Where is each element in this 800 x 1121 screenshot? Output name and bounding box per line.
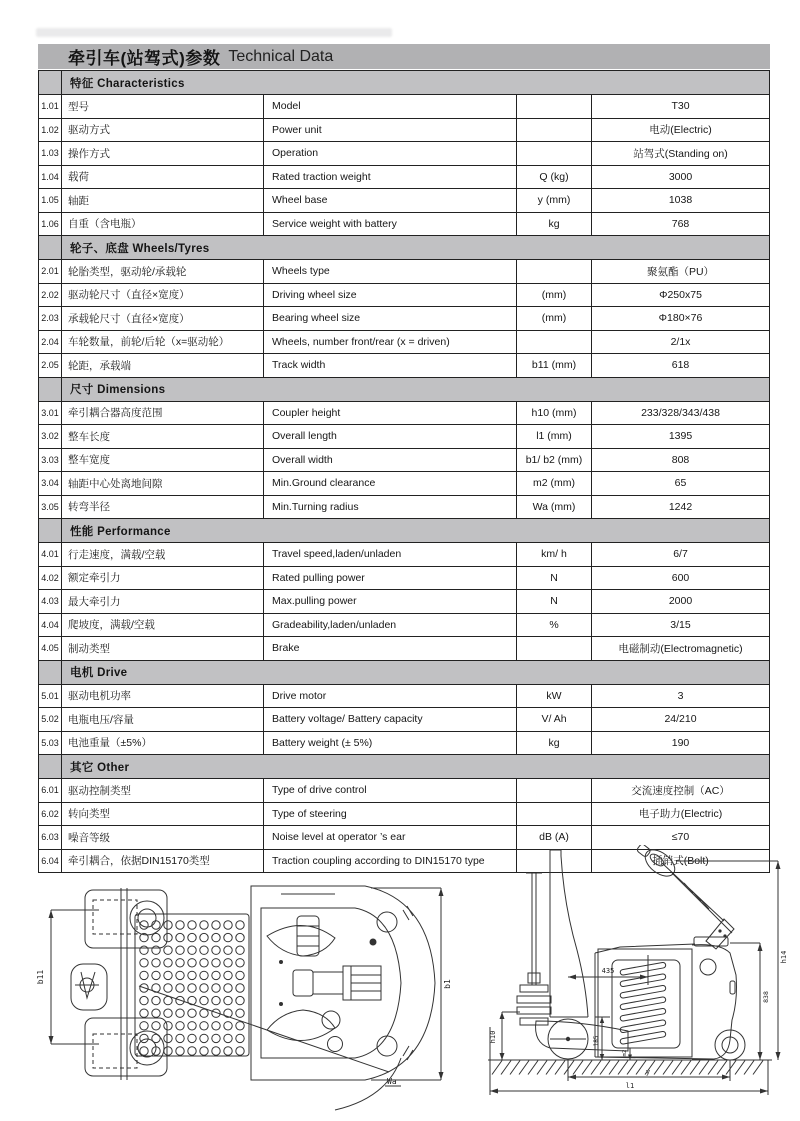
table-row [39,685,769,709]
label-cn: 轮胎类型，驱动轮/承载轮 [62,260,264,283]
table-row [39,472,769,496]
value-cell: 1038 [668,194,693,207]
value-cell: 聚氨酯（PU） [646,265,715,278]
section-header-label: 特征 Characteristics [70,77,185,90]
value-cell: 电动(Electric) [649,124,712,137]
table-row [39,590,769,614]
label-en: Rated pulling power [264,567,517,590]
section-header-num-cell [39,378,62,401]
section-header-label: 尺寸 Dimensions [70,384,166,396]
section-header-label: 轮子、底盘 Wheels/Tyres [70,242,210,255]
unit-cell [517,260,592,283]
value-cell: 1242 [668,500,693,513]
label-en: Drive motor [264,685,517,708]
value-cell: 电子助力(Electric) [638,808,723,821]
unit-cell: (mm) [517,307,592,330]
label-cn: 驱动电机功率 [62,685,264,708]
row-number: 5.01 [39,685,62,708]
label-en: Bearing wheel size [264,307,517,330]
label-en: Battery voltage/ Battery capacity [264,708,517,731]
label-en: Driving wheel size [264,284,517,307]
unit-cell: N [517,567,592,590]
unit-cell [517,119,592,142]
unit-cell: N [517,590,592,613]
label-en: Wheels type [264,260,517,283]
table-row [39,213,769,237]
label-cn: 最大牵引力 [62,590,264,613]
section-header-num-cell [39,236,62,259]
table-row [39,331,769,355]
section-header-label: 电机 Drive [70,667,128,679]
label-cn: 轮距，承载端 [62,354,264,377]
table-row [39,142,769,166]
row-number: 3.02 [39,425,62,448]
page-title-cn: 牵引车(站驾式)参数 [68,49,221,68]
label-cn: 牵引耦合，依据DIN15170类型 [62,850,264,873]
unit-cell: y (mm) [517,189,592,212]
row-number: 2.03 [39,307,62,330]
value-cell: 1395 [668,430,693,443]
label-cn: 驱动方式 [62,119,264,142]
unit-cell: h10 (mm) [517,402,592,425]
label-cn: 轴距中心处离地间隙 [62,472,264,495]
value-cell: 3/15 [670,618,691,631]
row-number: 4.05 [39,637,62,660]
table-row [39,95,769,119]
dim-label-h10: h10 [489,1030,497,1044]
label-cn: 自重（含电瓶） [62,213,264,236]
value-cell: T30 [671,100,690,113]
unit-cell [517,331,592,354]
row-number: 1.05 [39,189,62,212]
row-number: 3.05 [39,496,62,519]
scan-artifact [36,28,392,37]
dim-label-185: 185 [593,1035,600,1047]
dim-label-838: 838 [762,991,770,1003]
table-row [39,354,769,378]
label-en: Travel speed,laden/unladen [264,543,517,566]
section-header [39,661,769,685]
unit-cell [517,142,592,165]
unit-cell: Wa (mm) [517,496,592,519]
value-cell: ≤70 [671,831,690,844]
dim-label-b11: b11 [36,969,45,985]
table-row [39,543,769,567]
label-en: Battery weight (± 5%) [264,732,517,755]
table-row [39,803,769,827]
value-cell: 插销式(Bolt) [652,855,709,868]
top-view-drawing [35,858,455,1116]
table-row [39,708,769,732]
row-number: 3.03 [39,449,62,472]
unit-cell: kW [517,685,592,708]
value-cell: 6/7 [673,548,688,561]
section-header-num-cell [39,71,62,94]
label-cn: 整车宽度 [62,449,264,472]
label-en: Coupler height [264,402,517,425]
value-cell: 65 [674,477,687,490]
unit-cell: m2 (mm) [517,472,592,495]
value-cell: 618 [671,359,690,372]
label-cn: 承载轮尺寸（直径×宽度） [62,307,264,330]
label-en: Type of steering [264,803,517,826]
dim-label-b1: b1 [443,979,452,989]
unit-cell: dB (A) [517,826,592,849]
label-cn: 操作方式 [62,142,264,165]
value-cell: 电磁制动(Electromagnetic) [618,642,743,655]
section-header [39,519,769,543]
label-en: Operation [264,142,517,165]
unit-cell: l1 (mm) [517,425,592,448]
unit-cell: (mm) [517,284,592,307]
spec-table [38,70,770,873]
label-en: Gradeability,laden/unladen [264,614,517,637]
unit-cell [517,779,592,802]
section-header-num-cell [39,661,62,684]
unit-cell: b11 (mm) [517,354,592,377]
label-en: Noise level at operator ’s ear [264,826,517,849]
value-cell: 2000 [668,595,693,608]
value-cell: 808 [671,453,690,466]
dim-label-y: y [645,1068,651,1076]
label-cn: 牵引耦合器高度范围 [62,402,264,425]
table-row [39,119,769,143]
table-row [39,567,769,591]
value-cell: 站驾式(Standing on) [633,147,728,160]
section-header [39,236,769,260]
table-row [39,425,769,449]
row-number: 4.03 [39,590,62,613]
value-cell: 768 [671,217,690,230]
label-cn: 转弯半径 [62,496,264,519]
dim-label-wa: Wa [387,1077,397,1086]
table-row [39,307,769,331]
unit-cell [517,95,592,118]
table-row [39,284,769,308]
page-title [38,44,770,69]
value-cell: 600 [671,571,690,584]
row-number: 3.01 [39,402,62,425]
unit-cell [517,803,592,826]
unit-cell: km/ h [517,543,592,566]
unit-cell: % [517,614,592,637]
value-cell: 3 [677,689,684,702]
row-number: 6.04 [39,850,62,873]
label-cn: 额定牵引力 [62,567,264,590]
table-row [39,614,769,638]
row-number: 2.04 [39,331,62,354]
table-row [39,732,769,756]
value-cell: 交流速度控制（AC） [631,784,730,797]
row-number: 1.02 [39,119,62,142]
label-cn: 转向类型 [62,803,264,826]
row-number: 4.01 [39,543,62,566]
label-cn: 整车长度 [62,425,264,448]
table-row [39,637,769,661]
row-number: 1.01 [39,95,62,118]
table-row [39,189,769,213]
section-header [39,71,769,95]
row-number: 1.03 [39,142,62,165]
value-cell: Φ250x75 [659,288,702,301]
value-cell: 190 [671,736,690,749]
label-cn: 电池重量（±5%） [62,732,264,755]
row-number: 5.03 [39,732,62,755]
section-header-label: 性能 Performance [70,525,171,538]
section-header-label: 其它 Other [70,761,130,774]
technical-drawings [0,845,800,1121]
label-cn: 轴距 [62,189,264,212]
dim-label-m2: m2 [622,1049,628,1057]
label-cn: 驱动控制类型 [62,779,264,802]
label-en: Type of drive control [264,779,517,802]
row-number: 6.01 [39,779,62,802]
label-en: Rated traction weight [264,166,517,189]
label-en: Min.Ground clearance [264,472,517,495]
section-header [39,378,769,402]
label-en: Max.pulling power [264,590,517,613]
label-en: Model [264,95,517,118]
label-en: Track width [264,354,517,377]
label-en: Service weight with battery [264,213,517,236]
unit-cell: b1/ b2 (mm) [517,449,592,472]
label-en: Traction coupling according to DIN15170 type [264,850,517,873]
row-number: 6.02 [39,803,62,826]
label-en: Min.Turning radius [264,496,517,519]
label-en: Overall width [264,449,517,472]
row-number: 6.03 [39,826,62,849]
dim-label-l1: l1 [625,1082,635,1090]
label-cn: 行走速度，满载/空载 [62,543,264,566]
unit-cell [517,637,592,660]
row-number: 2.02 [39,284,62,307]
row-number: 3.04 [39,472,62,495]
value-cell: 24/210 [664,713,697,726]
side-view-drawing [480,845,800,1109]
label-en: Power unit [264,119,517,142]
label-en: Overall length [264,425,517,448]
table-row [39,166,769,190]
row-number: 2.05 [39,354,62,377]
value-cell: 233/328/343/438 [641,406,720,419]
page-title-en: Technical Data [228,47,334,65]
unit-cell: kg [517,732,592,755]
row-number: 1.04 [39,166,62,189]
label-cn: 驱动轮尺寸（直径×宽度） [62,284,264,307]
label-en: Wheels, number front/rear (x = driven) [264,331,517,354]
label-cn: 电瓶电压/容量 [62,708,264,731]
table-row [39,260,769,284]
unit-cell: V/ Ah [517,708,592,731]
label-cn: 载荷 [62,166,264,189]
label-cn: 型号 [62,95,264,118]
section-header-num-cell [39,755,62,778]
dim-label-h14: h14 [780,950,788,964]
unit-cell: kg [517,213,592,236]
row-number: 2.01 [39,260,62,283]
table-row [39,449,769,473]
row-number: 5.02 [39,708,62,731]
table-row [39,402,769,426]
section-header [39,755,769,779]
value-cell: Φ180×76 [658,312,703,325]
row-number: 4.02 [39,567,62,590]
row-number: 4.04 [39,614,62,637]
label-cn: 车轮数量，前轮/后轮（x=驱动轮） [62,331,264,354]
row-number: 1.06 [39,213,62,236]
dim-label-435: 435 [601,967,615,975]
label-cn: 噪音等级 [62,826,264,849]
label-cn: 制动类型 [62,637,264,660]
label-cn: 爬坡度，满载/空载 [62,614,264,637]
label-en: Brake [264,637,517,660]
value-cell: 3000 [668,170,693,183]
section-header-num-cell [39,519,62,542]
value-cell: 2/1x [670,335,691,348]
table-row [39,779,769,803]
label-en: Wheel base [264,189,517,212]
unit-cell: Q (kg) [517,166,592,189]
table-row [39,496,769,520]
